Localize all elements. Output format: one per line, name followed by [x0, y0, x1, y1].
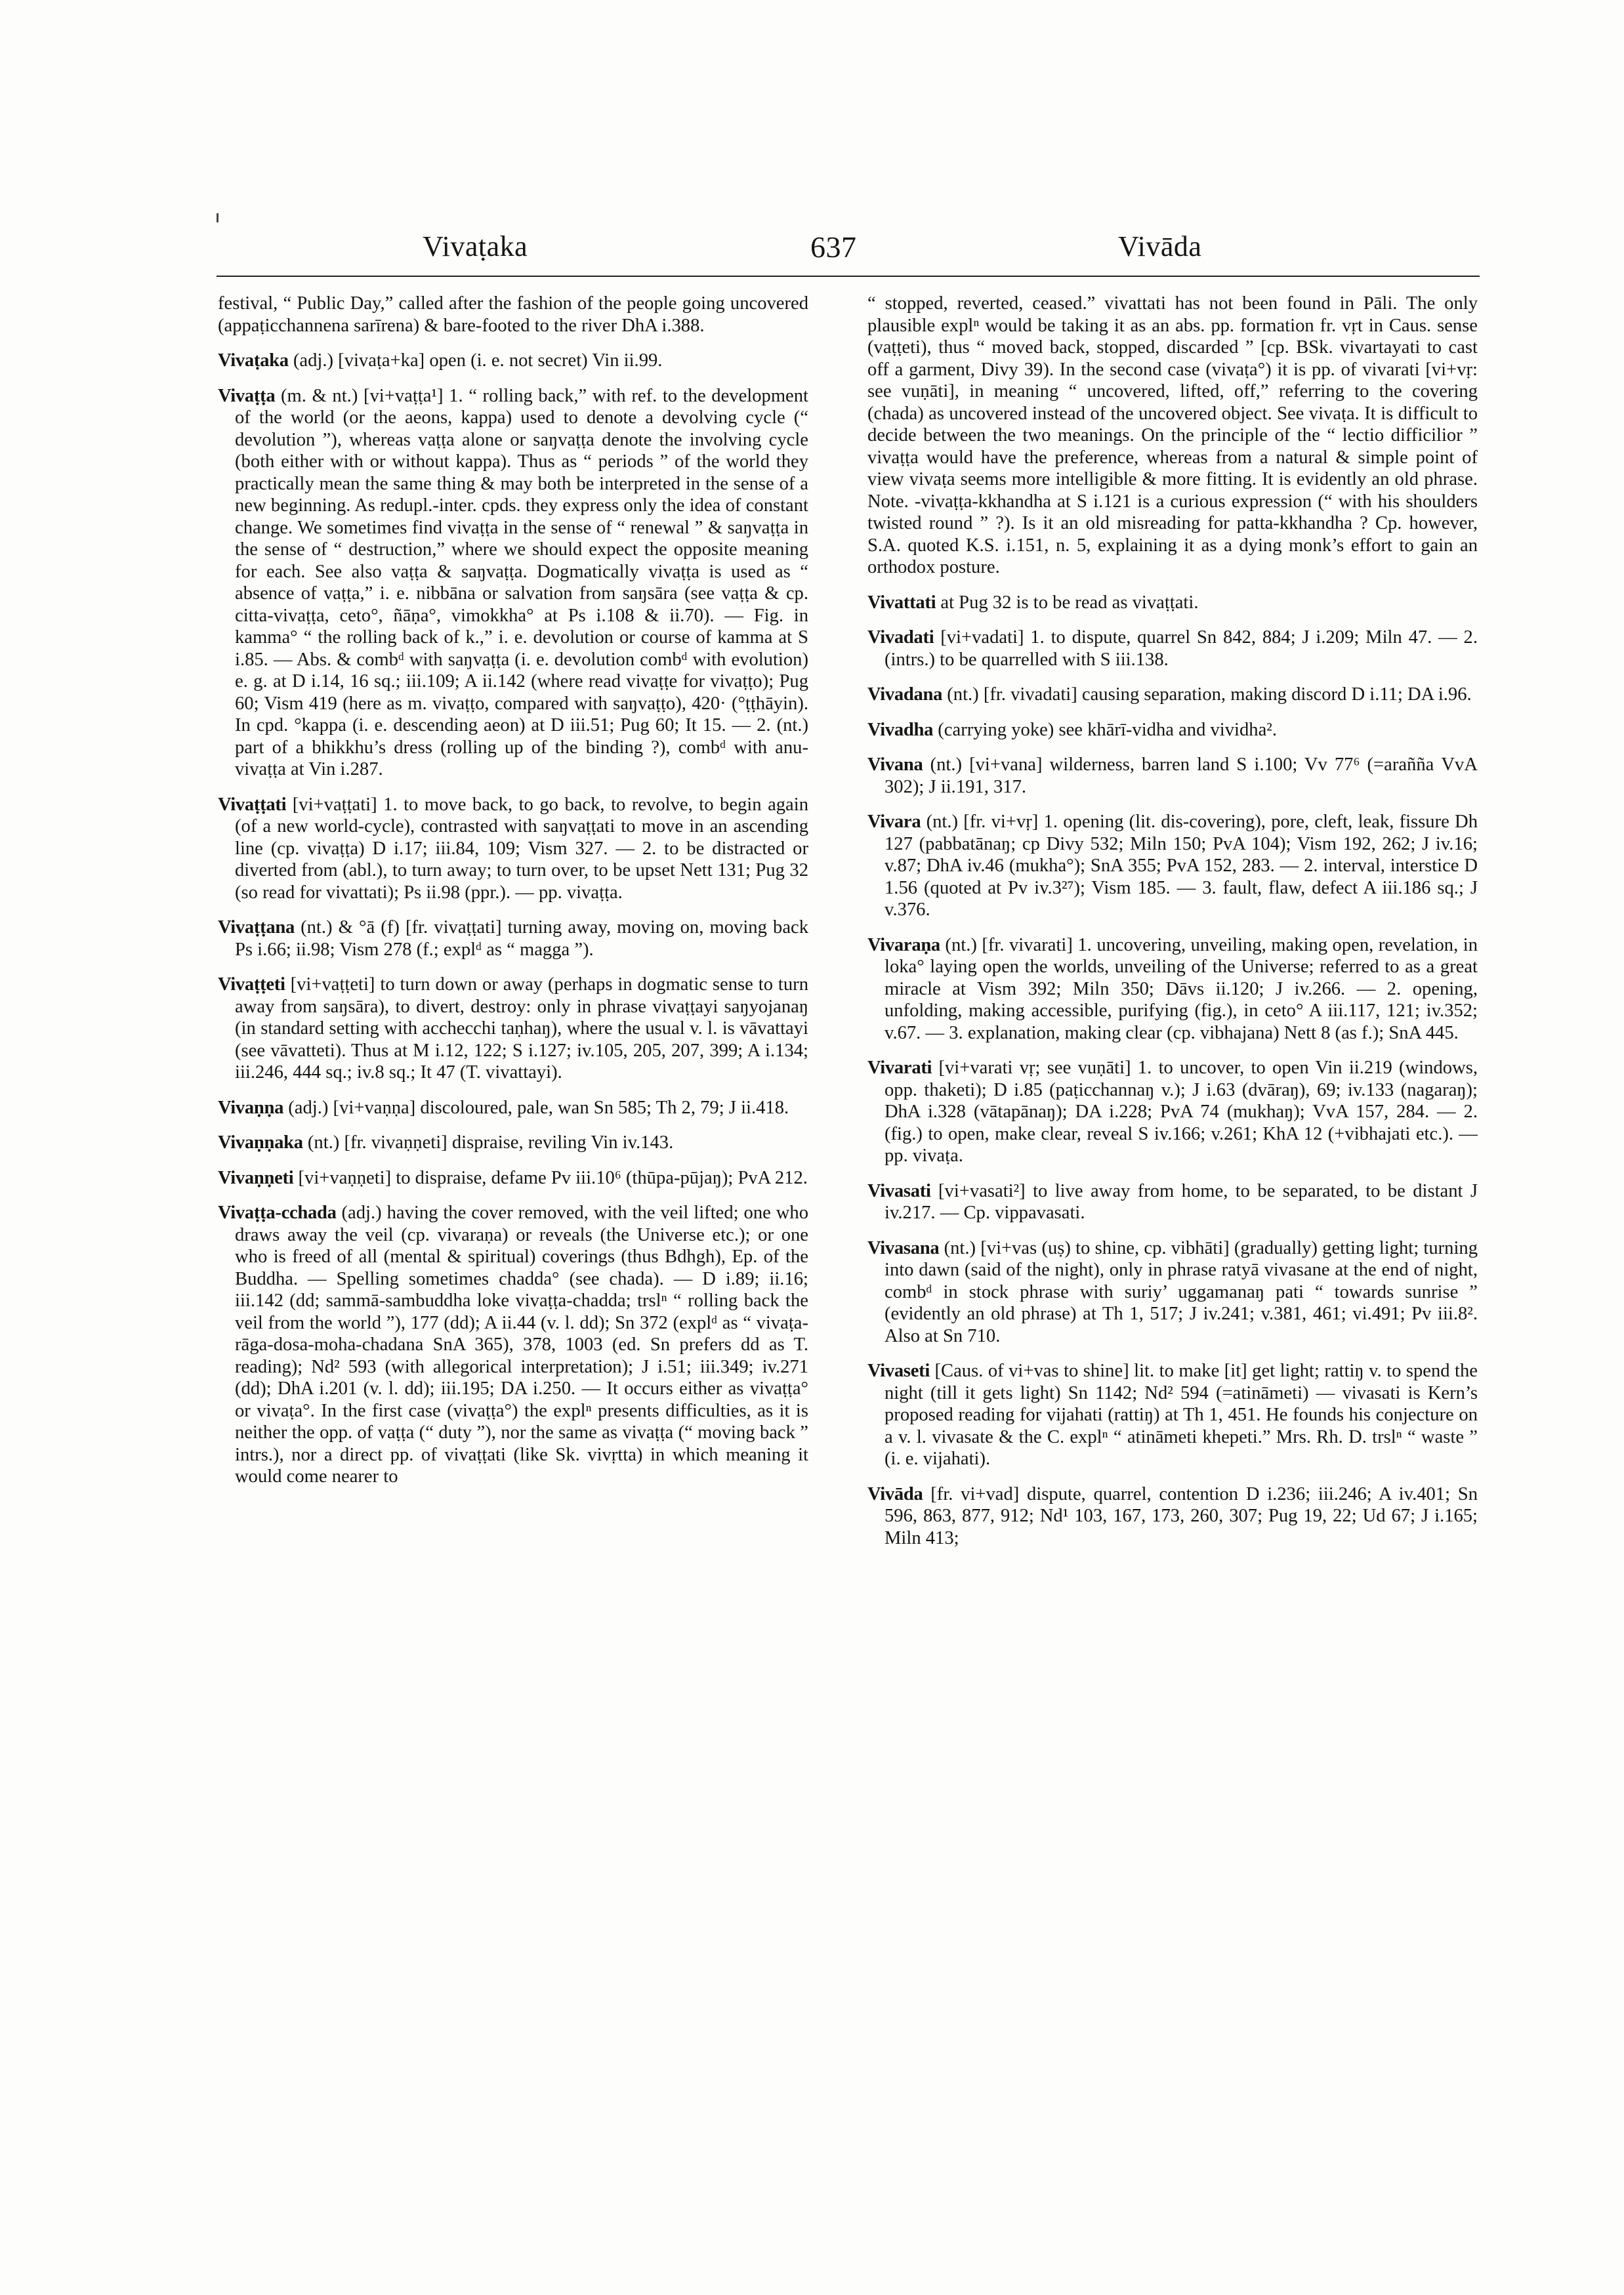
entry-text: (adj.) having the cover removed, with the veil lifted; one who draws away the veil (cp. vivaraṇa) or reveals (the Universe etc.); or one who is freed of all (mental & spiritual) coverings (thus Bdhgh), Ep. of the Buddha. — Spelling sometimes chadda° (see chada). — D i.89; ii.16; iii.142 (dd; sammā-sambuddha loke vivaṭṭa-chadda; trslⁿ “ rolling back the veil from the world ”), 177 (dd); A ii.44 (v. l. dd); Sn 372 (explᵈ as “ vivaṭa-rāga-dosa-moha-chadana SnA 365), 378, 1003 (ed. Sn prefers dd as T. reading); Nd² 593 (with allegorical interpretation); J i.51; iii.349; iv.271 (dd); DhA i.201 (v. l. dd); iii.195; DA i.250. — It occurs either as vivaṭṭa° or vivaṭa°. In the first case (vivaṭṭa°) the explⁿ presents difficulties, as it is neither the opp. of vaṭṭa (“ duty ”), nor the same as vivaṭṭa (“ moving back ” intrs.), nor a direct pp. of vivaṭṭati (like Sk. vivṛtta) in which meaning it would come nearer to: [235, 1203, 808, 1487]
entry-headword: Vivaṭṭa-cchada: [218, 1203, 337, 1223]
entry-headword: Vivaṭṭati: [218, 794, 287, 815]
dictionary-entry: [218, 917, 808, 961]
dictionary-entry: [867, 934, 1478, 1044]
entry-text: [vi+vasati²] to live away from home, to be separated, to be distant J iv.217. — Cp. vippavasati.: [885, 1180, 1478, 1223]
entry-text: [fr. vi+vad] dispute, quarrel, contention D i.236; iii.246; A iv.401; Sn 596, 863, 877, 912; Nd¹ 103, 167, 173, 260, 307; Pug 19, 22; Ud 67; J i.165; Miln 413;: [885, 1483, 1478, 1548]
dictionary-entry: [218, 385, 808, 781]
left-column: [218, 293, 808, 1501]
entry-text: “ stopped, reverted, ceased.” vivattati has not been found in Pāli. The only plausible explⁿ would be taking it as an abs. pp. formation fr. vṛt in Caus. sense (vaṭṭeti), thus “ moved back, stopped, discarded ” [cp. BSk. vivartayati to cast off a garment, Divy 39). In the second case (vivaṭa°) it is pp. of vivarati [vi+vṛ: see vuṇāti], in meaning “ uncovered, lifted, off,” referring to the covering (chada) as uncovered instead of the uncovered object. See vivaṭa. It is difficult to decide between the two meanings. On the principle of the “ lectio difficilior ” vivaṭṭa would have the preference, whereas from a natural & simple point of view vivaṭa seems more intelligible & more fitting. It is evidently an old phrase. Note. -vivaṭṭa-kkhandha at S i.121 is a curious expression (“ with his shoulders twisted round ” ?). Is it an old misreading for patta-kkhandha ? Cp. however, S.A. quoted K.S. i.151, n. 5, explaining it as a dying monk’s effort to gain an orthodox posture.: [867, 293, 1478, 577]
entry-headword: Vivasana: [867, 1237, 940, 1258]
header-rule: [217, 276, 1480, 277]
dictionary-entry: [867, 754, 1478, 798]
entry-headword: Vivaṇṇa: [218, 1097, 284, 1118]
dictionary-entry: [867, 684, 1478, 706]
header-right-guide-word: Vivāda: [1118, 230, 1202, 262]
entry-text: (nt.) [vi+vas (uṣ) to shine, cp. vibhāti] (gradually) getting light; turning into dawn (said of the night), only in phrase ratyā vivasane at the end of night, combᵈ in stock phrase with suriy’ uggamanaŋ pati “ towards sunrise ” (evidently an old phrase) at Th 1, 517; J iv.241; v.381, 461; vi.491; Pv iii.8². Also at Sn 710.: [885, 1237, 1478, 1346]
dictionary-entry: [218, 350, 808, 372]
entry-headword: Vivarati: [867, 1058, 932, 1078]
entry-headword: Vivadati: [867, 627, 934, 648]
entry-headword: Vivāda: [867, 1483, 923, 1504]
dictionary-entry: [867, 1360, 1478, 1470]
entry-text: (carrying yoke) see khārī-vidha and vividha².: [933, 719, 1278, 740]
entry-text: (nt.) [fr. vi+vṛ] 1. opening (lit. dis-covering), pore, cleft, leak, fissure Dh 127 (pabbatānaŋ; cp Divy 532; Miln 150; PvA 104); Vism 192, 262; J iv.16; v.87; DhA iv.46 (mukha°); SnA 355; PvA 152, 283. — 2. interval, interstice D 1.56 (quoted at Pv iv.3²⁷); Vism 185. — 3. fault, flaw, defect A iii.186 sq.; J v.376.: [885, 812, 1478, 920]
margin-mark: [217, 213, 219, 222]
entry-headword: Vivaraṇa: [867, 934, 940, 955]
entry-text: [vi+vaṭṭati] 1. to move back, to go back, to revolve, to begin again (of a new world-cycle), contrasted with saŋvaṭṭati to move in an ascending line (cp. vivaṭṭa) D i.17; iii.84, 109; Vism 327. — 2. to be distracted or diverted from (abl.), to turn away; to turn over, to be upset Nett 131; Pug 32 (so read for vivattati); Ps ii.98 (ppr.). — pp. vivaṭṭa.: [235, 794, 808, 903]
entry-headword: Vivaṇṇeti: [218, 1167, 294, 1188]
entry-text: [vi+varati vṛ; see vuṇāti] 1. to uncover, to open Vin ii.219 (windows, opp. thaketi); D i.85 (paṭicchannaŋ v.); J i.63 (dvāraŋ), 69; iv.133 (nagaraŋ); DhA i.328 (vātapānaŋ); DA i.228; PvA 74 (mukhaŋ); VvA 157, 284. — 2. (fig.) to open, make clear, reveal S iv.166; v.261; KhA 12 (+vibhajati etc.). — pp. vivaṭa.: [885, 1058, 1478, 1166]
dictionary-entry: [867, 1180, 1478, 1224]
dictionary-entry: [218, 794, 808, 904]
entry-text: at Pug 32 is to be read as vivaṭṭati.: [936, 592, 1199, 613]
entry-text: [vi+vaṇṇeti] to dispraise, defame Pv iii.10⁶ (thūpa-pūjaŋ); PvA 212.: [293, 1167, 808, 1188]
entry-text: (adj.) [vivaṭa+ka] open (i. e. not secret) Vin ii.99.: [288, 350, 663, 371]
entry-text: [vi+vadati] 1. to dispute, quarrel Sn 842, 884; J i.209; Miln 47. — 2. (intrs.) to be quarrelled with S iii.138.: [885, 627, 1478, 670]
entry-text: (nt.) [vi+vana] wilderness, barren land S i.100; Vv 77⁶ (=araññа VvA 302); J ii.191, 317.: [885, 755, 1478, 797]
entry-text: (nt.) & °ā (f) [fr. vivaṭṭati] turning away, moving on, moving back Ps i.66; ii.98; Vism 278 (f.; explᵈ as “ magga ”).: [235, 917, 808, 960]
entry-headword: Vivadha: [867, 719, 934, 740]
entry-headword: Vivara: [867, 812, 921, 832]
dictionary-entry: [867, 719, 1478, 741]
entry-continuation: [867, 293, 1478, 579]
dictionary-entry: [867, 1483, 1478, 1550]
dictionary-entry: [867, 811, 1478, 921]
entry-headword: Vivaseti: [867, 1361, 930, 1381]
dictionary-entry: [867, 1237, 1478, 1348]
entry-headword: Vivaṭṭeti: [218, 974, 285, 995]
entry-text: (nt.) [fr. vivarati] 1. uncovering, unveiling, making open, revelation, in loka° laying open the worlds, unveiling of the Universe; referred to as a great miracle at Vism 392; Miln 350; Dāvs ii.120; J iv.266. — 2. opening, unfolding, making accessible, purifying (fig.), in ceto° A iii.117, 121; iv.352; v.67. — 3. explanation, making clear (cp. vibhajana) Nett 8 (as f.); SnA 445.: [885, 934, 1478, 1043]
dictionary-entry: [867, 627, 1478, 671]
entry-headword: Vivattati: [867, 592, 936, 613]
entry-text: festival, “ Public Day,” called after the fashion of the people going uncovered (appaṭicchannena sarīrena) & bare-footed to the river DhA i.388.: [218, 293, 808, 336]
entry-text: (m. & nt.) [vi+vaṭṭa¹] 1. “ rolling back,” with ref. to the development of the world (or the aeons, kappa) used to denote a devolving cycle (“ devolution ”), whereas vaṭṭa alone or saŋvaṭṭa denote the involving cycle (both either with or without kappa). Thus as “ periods ” of the world they practically mean the same thing & may both be interpreted in the sense of a new beginning. As redupl.-inter. cpds. they express only the idea of constant change. We sometimes find vivaṭṭa in the sense of “ renewal ” & saŋvaṭṭa in the sense of “ destruction,” where we should expect the opposite meaning for each. See also vaṭṭa & saŋvaṭṭa. Dogmatically vivaṭṭa is used as “ absence of vaṭṭa,” i. e. nibbāna or salvation from saŋsāra (see vaṭṭa & cp. citta-vivaṭṭa, ceto°, ñāṇa°, vimokkha° at Ps i.108 & ii.70). — Fig. in kamma° “ the rolling back of k.,” i. e. devolution or course of kamma at S i.85. — Abs. & combᵈ with saŋvaṭṭa (i. e. devolution combᵈ with evolution) e. g. at D i.14, 16 sq.; iii.109; A ii.142 (where read vivaṭṭe for vivaṭṭo); Pug 60; Vism 419 (here as m. vivaṭṭo, compared with saŋvaṭṭo), 420· (°ṭṭhāyin). In cpd. °kappa (i. e. descending aeon) at D iii.51; Pug 60; It 15. — 2. (nt.) part of a bhikkhu’s dress (rolling up of the binding ?), combᵈ with anu-vivaṭṭa at Vin i.287.: [235, 385, 808, 779]
entry-continuation: [218, 293, 808, 337]
entry-headword: Vivaṇṇaka: [218, 1132, 303, 1153]
entry-headword: Vivana: [867, 755, 923, 775]
dictionary-entry: [218, 1167, 808, 1189]
header-left-guide-word: Vivaṭaka: [423, 230, 528, 262]
dictionary-entry: [218, 974, 808, 1084]
right-column: [867, 293, 1478, 1562]
entry-text: (nt.) [fr. vivaṇṇeti] dispraise, reviling Vin iv.143.: [302, 1132, 674, 1153]
page-number: 637: [810, 230, 857, 264]
dictionary-entry: [867, 592, 1478, 614]
dictionary-entry: [218, 1132, 808, 1154]
entry-headword: Vivadana: [867, 684, 943, 705]
dictionary-entry: [867, 1057, 1478, 1167]
dictionary-entry: [218, 1097, 808, 1119]
entry-text: (adj.) [vi+vaṇṇa] discoloured, pale, wan Sn 585; Th 2, 79; J ii.418.: [283, 1097, 789, 1118]
entry-headword: Vivaṭaka: [218, 350, 289, 371]
entry-text: (nt.) [fr. vivadati] causing separation, making discord D i.11; DA i.96.: [942, 684, 1472, 705]
entry-headword: Vivaṭṭa: [218, 385, 276, 406]
entry-text: [Caus. of vi+vas to shine] lit. to make [it] get light; rattiŋ v. to spend the night (till it gets light) Sn 1142; Nd² 594 (=atināmeti) — vivasati is Kern’s proposed reading for vijahati (rattiŋ) at Th 1, 451. He founds his conjecture on a v. l. vivasate & the C. explⁿ “ atināmeti khepeti.” Mrs. Rh. D. trslⁿ “ waste ” (i. e. vijahati).: [885, 1361, 1478, 1469]
dictionary-entry: [218, 1202, 808, 1488]
entry-text: [vi+vaṭṭeti] to turn down or away (perhaps in dogmatic sense to turn away from saŋsāra), to divert, destroy: only in phrase vivaṭṭayi saŋyojanaŋ (in standard setting with acchecchi taṇhaŋ), where the usual v. l. is vāvattayi (see vāvatteti). Thus at M i.12, 122; S i.127; iv.105, 205, 207, 399; A i.134; iii.246, 444 sq.; iv.8 sq.; It 47 (T. vivattayi).: [235, 974, 808, 1083]
entry-headword: Vivasati: [867, 1180, 931, 1201]
entry-headword: Vivaṭṭana: [218, 917, 295, 938]
